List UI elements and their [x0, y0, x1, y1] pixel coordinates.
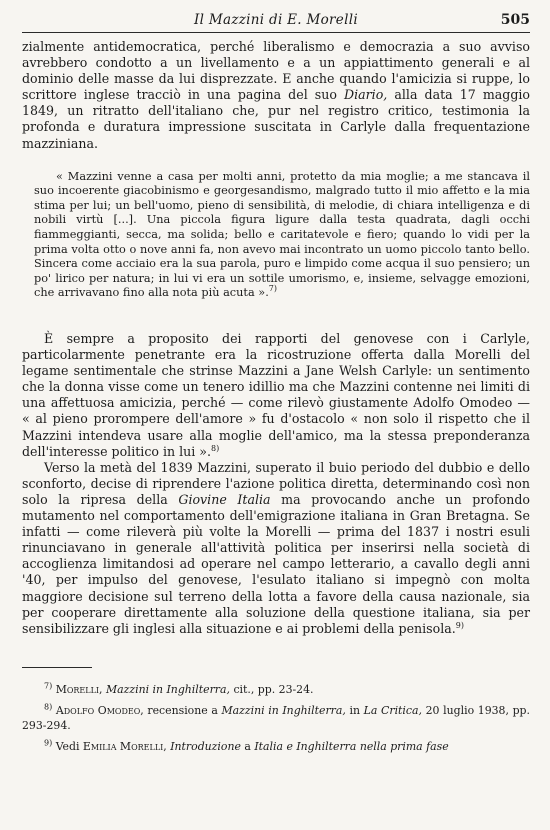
block-quote: « Mazzini venne a casa per molti anni, protetto da mia moglie; a me stancava il suo incoerente giacobinismo e georgesandismo, malgrado tutto il mio affetto e la mia stima per lui; un bell'uomo, pieno di sensibilità, di melodie, di chiara intelligenza e di nobili virtù [...]. Una piccola figura ligure dalla testa quadrata, dagli occhi fiammeggianti, secca, ma solida; bello e caritatevole e fiero; quando lo vidi per la prima volta otto o nove anni fa, non avevo mai incontrato un uomo piccolo tanto bello. Sincera come acciaio era la sua parola, puro e limpido come acqua il suo pensiero; un po' lirico per natura; in lui vi era un sottile umorismo, e, insieme, selvagge emozioni, che arrivavano fino alla nota più acuta ».$^{7)}$	[34, 169, 530, 300]
page-number: 505	[500, 12, 530, 28]
body-paragraph: Verso la metà del 1839 Mazzini, superato il buio periodo del dubbio e dello sconforto, decise di riprendere l'azione politica diretta, determinando così non solo la ripresa della Giovine Italia ma provocando anche un profondo mutamento nel comportamento dell'emigrazione italiana in Gran Bretagna. Se infatti — come rileverà più volte la Morelli — prima del 1837 i nostri esuli rinunciavano in generale all'attività politica per inserirsi nella società di accoglienza limitandosi ad operare nel campo letterario, a cavallo degli anni '40, per impulso del genovese, l'esulato italiano si impegnò con molta maggiore decisione sul terreno della lotta a favore della causa nazionale, sia per cooperare direttamente alla soluzione della questione italiana, sia per sensibilizzare gli inglesi alla situazione e ai problemi della penisola.$^{9)}$	[22, 459, 530, 636]
footnote-ref: 7)	[268, 284, 277, 294]
footnote: $^{9)}$ Vedi Emilia Morelli, Introduzione a Italia e Inghilterra nella prima fase	[44, 738, 449, 753]
body-paragraph: È sempre a proposito dei rapporti del genovese con i Carlyle, particolarmente penetrante era la ricostruzione offerta dalla Morelli del legame sentimentale che strinse Mazzini a Jane Welsh Carlyle: un sentimento che la donna visse come un tenero idillio ma che Mazzini contenne nei limiti di una affettuosa amicizia, perché — come rilevò giustamente Adolfo Omodeo — « al pieno prorompere dell'amore » fu d'ostacolo « non solo il rispetto che il Mazzini intendeva usare alla moglie dell'amico, ma la stessa preponderanza dell'interesse politico in lui ».$^{8)}$	[22, 331, 530, 459]
footnote-ref: 9)	[455, 620, 464, 630]
footnote: $^{7)}$ Morelli, Mazzini in Inghilterra, cit., pp. 23-24.	[44, 681, 314, 696]
footnote: $^{8)}$ Adolfo Omodeo, recensione a Mazzini in Inghilterra, in La Critica, 20 luglio 1938, pp. 293-294.	[22, 702, 530, 732]
footnote-divider	[22, 667, 92, 668]
running-title: Il Mazzini di E. Morelli	[194, 12, 358, 28]
footnote-ref: 8)	[211, 443, 220, 453]
running-header	[22, 0, 530, 33]
body-paragraph: zialmente antidemocratica, perché liberalismo e democrazia a suo avviso avrebbero condotto a un livellamento e a un appiattimento generali e al dominio delle masse da lui disprezzate. E anche quando l'amicizia si ruppe, lo scrittore inglese tracciò in una pagina del suo Diario, alla data 17 maggio 1849, un ritratto dell'italiano che, pur nel registro critico, testimonia la profonda e duratura impressione suscitata in Carlyle dalla frequentazione mazziniana.	[22, 39, 531, 151]
